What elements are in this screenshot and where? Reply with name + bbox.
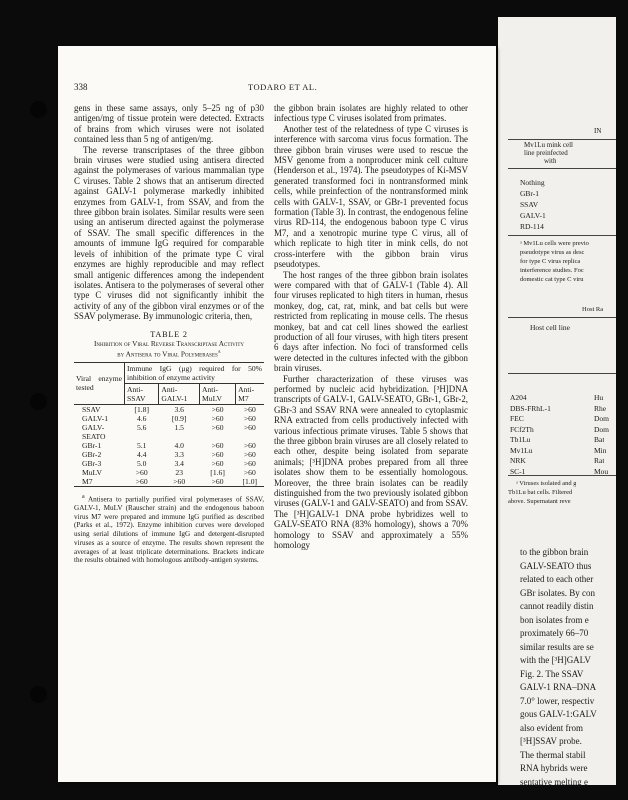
paragraph: Another test of the relatedness of type C viruses is interference with sarcoma virus focus formation. The three gibbon brain viruses were used to rescue the MSV genome from a nonproducer mink cell culture (Henderson et al., 1974). The pseudotypes of Ki-MSV generated transformed foci in nontransformed mink cells, while preinfection of the nontransformed mink cells with GALV-1, SSAV, or GBr-1 prevented focus formation (Table 3). In contrast, the endogenous feline virus RD-114, the endogenous baboon type C virus M7, and a xenotropic murine type C virus, all of which replicate to high titer in mink cells, do not cross-interfere with the gibbon brain virus pseudotypes. [274,123,468,270]
row-label: GALV- [82,422,105,432]
binder-hole-top [30,101,47,118]
table-cell: >60 [173,476,186,486]
page2-body-line: also evident from [520,722,583,733]
page2-host-col: Host cell line [530,323,570,332]
page2-rule [508,317,616,318]
host-species: Rhe [594,403,607,413]
table-cell: [0.9] [171,413,187,423]
table-cell: >60 [243,467,256,477]
table-cell: >60 [211,422,224,432]
table-cell: >60 [243,440,256,450]
table-footnote-body: Antisera to partially purified viral polymerases of SSAV, GALV-1, MuLV (Rauscher strain) and the endogenous baboon virus M7 were prepared and immune IgG purified as described (Parks et al., 1972). Enzyme inhibition curves were developed using serial dilutions of immune IgG and detergent-disrupted viruses as a source of enzyme. The results shown represent the averages of at least triplicate determinations. Brackets indicate the results obtained with homologous antibody-antigen systems. [74,495,264,565]
page2-body-line: gous GALV-1:GALV [520,709,597,719]
paragraph: The host ranges of the three gibbon brain isolates were compared with that of GALV-1 (Table 4). All four viruses replicated to high titers in human, rhesus monkey, dog, cat, rat, mink, and bat cells but were restricted from replicating in mouse cells. The rhesus monkey, bat and cat cell lines showed the earliest production of all four viruses, with high titers present 6 days after infection. No foci of transformed cells were detected in the cultures infected with the gibbon brain viruses. [274,269,468,374]
table-cell: >60 [135,467,148,477]
table-cell: 5.1 [136,440,147,450]
table-row [74,432,264,441]
col-header: Anti-M7 [236,383,264,404]
row-label: GALV-1 [82,413,109,423]
table-cell [159,432,200,441]
page2-row: GBr-1 [520,189,540,198]
host-cell-line: FCf2Th [510,424,534,434]
table-cell [200,432,236,441]
adjacent-page [498,17,616,785]
page2-body-line: GBr isolates. By con [520,587,595,598]
table-cell: >60 [135,476,148,486]
page2-body-line: Fig. 2. The SSAV [520,668,584,679]
page2-body-line: bon isolates from e [520,614,589,625]
table-cell: 3.4 [174,458,184,468]
host-cell-line: NRK [510,456,526,465]
table-cell: >60 [211,449,224,459]
page2-body-line: sentative melting e [520,776,588,787]
page2-note: interference studies. Foc [520,267,584,274]
table-footnote [74,493,264,565]
host-species: Dom [594,424,609,434]
page2-body-line: GALV-SEATO thus [520,560,592,571]
table-caption-mark: a [217,348,221,355]
table-cell: >60 [243,404,256,414]
page2-row: GALV-1 [520,211,546,220]
host-cell-line: DBS-FRhL-1 [510,403,551,413]
page2-note: for type C virus replica [520,258,581,265]
table-cell: >60 [211,458,224,468]
col-header-viral-enzyme: Viral enzyme tested [74,362,125,404]
table-cell: 5.0 [136,458,147,468]
page2-body-line: The thermal stabil [520,749,586,760]
page2-col-header-1: Mv1Lu mink cell [524,141,573,149]
table-cell [125,432,159,441]
page2-rule [508,139,616,140]
col-header: Anti-GALV-1 [159,383,200,404]
page2-body-line: proximately 66–70 [520,628,589,638]
page2-body-line: cannot readily distin [520,601,594,611]
paragraph: gens in these same assays, only 5–25 ng of p30 antigen/mg of tissue protein were detected. Extracts of brains from which viruses were not isolated contained less than 5 ng of antigen/mg. [74,103,264,145]
table-cell: >60 [243,422,256,432]
binder-hole-bottom [30,686,47,703]
host-cell-line: FEC [510,414,524,423]
journal-page [58,46,496,782]
table-cell: 4.0 [174,440,184,450]
host-cell-line: SC-1 [510,466,526,476]
table-cell: >60 [211,413,224,423]
page2-row: Nothing [520,178,545,187]
running-head: TODARO ET AL. [248,82,318,92]
page2-body-line: GALV-1 RNA–DNA [520,682,597,692]
page2-host-note: above. Supernatant reve [508,498,571,505]
page2-rule [508,373,616,374]
paragraph: the gibbon brain isolates are highly related to other infectious type C viruses isolated from primates. [274,103,468,124]
page2-rule [508,168,616,169]
table-cell: >60 [211,404,224,414]
page2-body-line: related to each other [520,574,594,584]
row-label: GBr-2 [82,449,102,459]
table-title-text: by Antisera to Viral Polymerases [117,348,218,358]
host-cell-line: Tb1Lu [510,435,531,444]
page2-col-header-2: line preinfected [524,149,568,157]
table-cell: [1.6] [210,467,225,477]
table-footnote-text [74,493,264,565]
table-cell: >60 [243,458,256,468]
table-row [74,423,264,432]
right-column [274,103,468,550]
host-species: Dom [594,414,609,423]
table-cell: 3.6 [174,404,184,414]
page2-rule [508,475,616,476]
page2-body-line: similar results are se [520,641,594,652]
table-cell [236,432,264,441]
page2-header-fragment: IN [594,127,602,135]
table-cell: [1.0] [242,476,258,486]
table-cell: 5.6 [136,422,147,432]
table-row [74,450,264,459]
host-species: Rat [594,456,605,465]
table-cell: 4.6 [136,413,147,423]
table-number: TABLE 2 [150,329,188,339]
page2-row: RD-114 [520,222,544,231]
page2-note: ᵃ Mv1Lu cells were previo [520,240,589,247]
host-species: Bat [594,435,605,444]
table-cell: >60 [211,440,224,450]
row-label: SSAV [82,404,101,414]
table-2 [74,362,264,487]
table-cell: >60 [243,413,256,423]
table-title-line-2 [74,348,264,358]
row-label: GBr-3 [82,458,102,468]
col-header: Anti-SSAV [125,383,159,404]
table-cell: [1.8] [134,404,149,414]
table-cell: >60 [211,476,224,486]
table-caption [74,330,264,358]
table-cell: 4.4 [136,449,147,459]
table-row [74,404,264,414]
table-row [74,477,264,487]
table-row [74,468,264,477]
paragraph: Further characterization of these viruses was performed by nucleic acid hybridization. [³H]DNA transcripts of GALV-1, GALV-SEATO, GBr-1, GBr-2, GBr-3 and SSAV RNA were annealed to cytoplasmic RNA extracted from cells productively infected with various infectious primate viruses. Table 5 shows that the three gibbon brain viruses are all closely related to each other, despite being isolated from separate animals; [³H]DNA probes prepared from all three isolates show them to be essentially homologous. Moreover, the three brain isolates can be readily distinguished from the two previously isolated gibbon viruses (GALV-1 and GALV-SEATO) and from SSAV. The [³H]GALV-1 DNA probe hybridizes well to GALV-SEATO RNA (83% homology), shows a 70% homology to SSAV and approximately a 55% homology [274,373,468,551]
page2-body-line: RNA hybrids were [520,763,588,773]
page2-host-header: Host Ra [582,306,604,313]
row-label: MuLV [82,467,102,477]
host-species: Min [594,445,607,455]
host-cell-line: A204 [510,393,527,402]
left-column [74,103,264,565]
paragraph: The reverse transcriptases of the three gibbon brain viruses were studied using antisera directed against the polymerases of various mammalian type C viruses. Table 2 shows that an antiserum directed against GALV-1 polymerase markedly inhibited enzymes from GALV-1, from SSAV, and from the three gibbon brain isolates. Similar results were seen using an antiserum directed against the polymerase of SSAV. The small specific differences in the amounts of immune IgG required for comparable levels of inhibition of the primate type C viral enzymes are highly reproducible and may reflect small antigenic differences among the independent isolates. Antisera to the polymerases of several other type C viruses did not significantly inhibit the activity of any of the gibbon viral enzymes or of the SSAV polymerase. By immunologic criteria, then, [74,144,264,322]
row-label: M7 [82,476,93,486]
table-footnote-mark: a [82,493,85,500]
page2-rule [508,235,616,236]
table-cell: 1.5 [174,422,184,432]
host-species: Mou [594,466,609,476]
table-cell: >60 [243,449,256,459]
host-cell-line: Mv1Lu [510,445,533,455]
page2-col-header-3: with [544,157,557,165]
table-body [74,404,264,486]
table-row [74,414,264,423]
page2-note: pseudotype virus as desc [520,249,585,256]
table-cell: 23 [175,467,183,477]
binder-hole-middle [30,393,47,410]
row-label: GBr-1 [82,440,102,450]
page2-row: SSAV [520,200,539,209]
page2-host-note: ᵃ Viruses isolated and g [516,480,577,487]
table-cell: 3.3 [174,449,184,459]
page2-host-note: Tb1Lu bat cells. Filtered [508,489,573,496]
table-row [74,459,264,468]
page2-note: domestic cat type C viru [520,276,584,283]
page2-body-line: with the [³H]GALV [520,655,591,665]
host-species: Hu [594,393,604,402]
table-title-line-1: Inhibition of Viral Reverse Transcriptase Activity [93,338,245,348]
page-number: 338 [74,82,88,92]
col-header: Anti-MuLV [200,383,236,404]
page2-body-line: [³H]SSAV probe. [520,736,582,746]
page2-body-line: to the gibbon brain [520,547,589,557]
col-group-header: Immune IgG (μg) required for 50% inhibition of enzyme activity [125,362,265,383]
page2-body-line: 7.0° lower, respectiv [520,695,595,706]
row-label: SEATO [82,431,106,441]
table-row [74,441,264,450]
